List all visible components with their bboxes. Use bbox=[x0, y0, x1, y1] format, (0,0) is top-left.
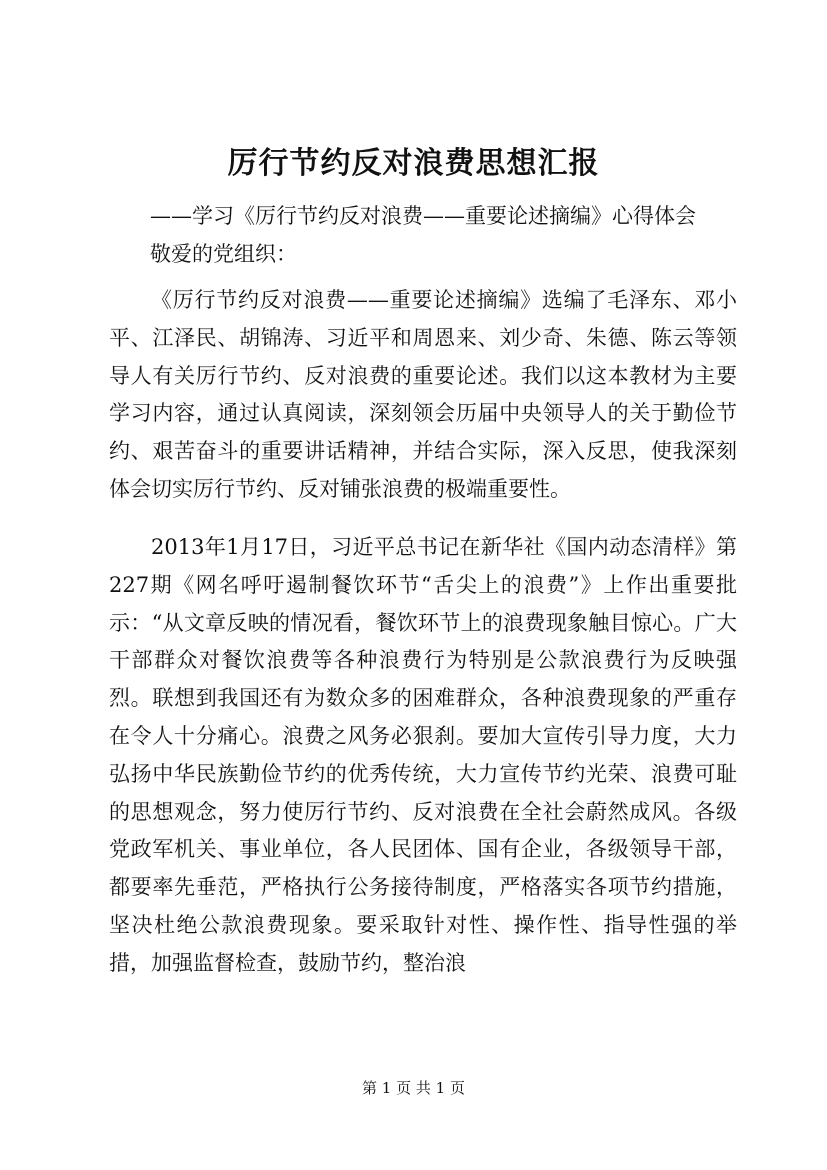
body-paragraph: 《厉行节约反对浪费——重要论述摘编》选编了毛泽东、邓小平、江泽民、胡锦涛、习近平和周恩来、刘少奇、朱德、陈云等领导人有关厉行节约、反对浪费的重要论述。我们以这本教材为主要学习内容，通过认真阅读，深刻领会历届中央领导人的关于勤俭节约、艰苦奋斗的重要讲话精神，并结合实际，深入反思，使我深刻体会切实厉行节约、反对铺张浪费的极端重要性。 bbox=[109, 288, 737, 501]
body-paragraph: 2013年1月17日，习近平总书记在新华社《国内动态清样》第227期《网名呼吁遏制餐饮环节“舌尖上的浪费”》上作出重要批示：“从文章反映的情况看，餐饮环节上的浪费现象触目惊心。广大干部群众对餐饮浪费等各种浪费行为特别是公款浪费行为反映强烈。联想到我国还有为数众多的困难群众，各种浪费现象的严重存在令人十分痛心。浪费之风务必狠刹。要加大宣传引导力度，大力弘扬中华民族勤俭节约的优秀传统，大力宣传节约光荣、浪费可耻的思想观念，努力使厉行节约、反对浪费在全社会蔚然成风。各级党政军机关、事业单位，各人民团体、国有企业，各级领导干部，都要率先垂范，严格执行公务接待制度，严格落实各项节约措施，坚决杜绝公款浪费现象。要采取针对性、操作性、指导性强的举措，加强监督检查，鼓励节约，整治浪 bbox=[109, 535, 737, 975]
document-title: 厉行节约反对浪费思想汇报 bbox=[227, 146, 600, 181]
page-footer: 第 1 页 共 1 页 bbox=[362, 1079, 465, 1097]
document-subtitle: ——学习《厉行节约反对浪费——重要论述摘编》心得体会 bbox=[150, 204, 696, 228]
salutation: 敬爱的党组织： bbox=[150, 242, 297, 266]
